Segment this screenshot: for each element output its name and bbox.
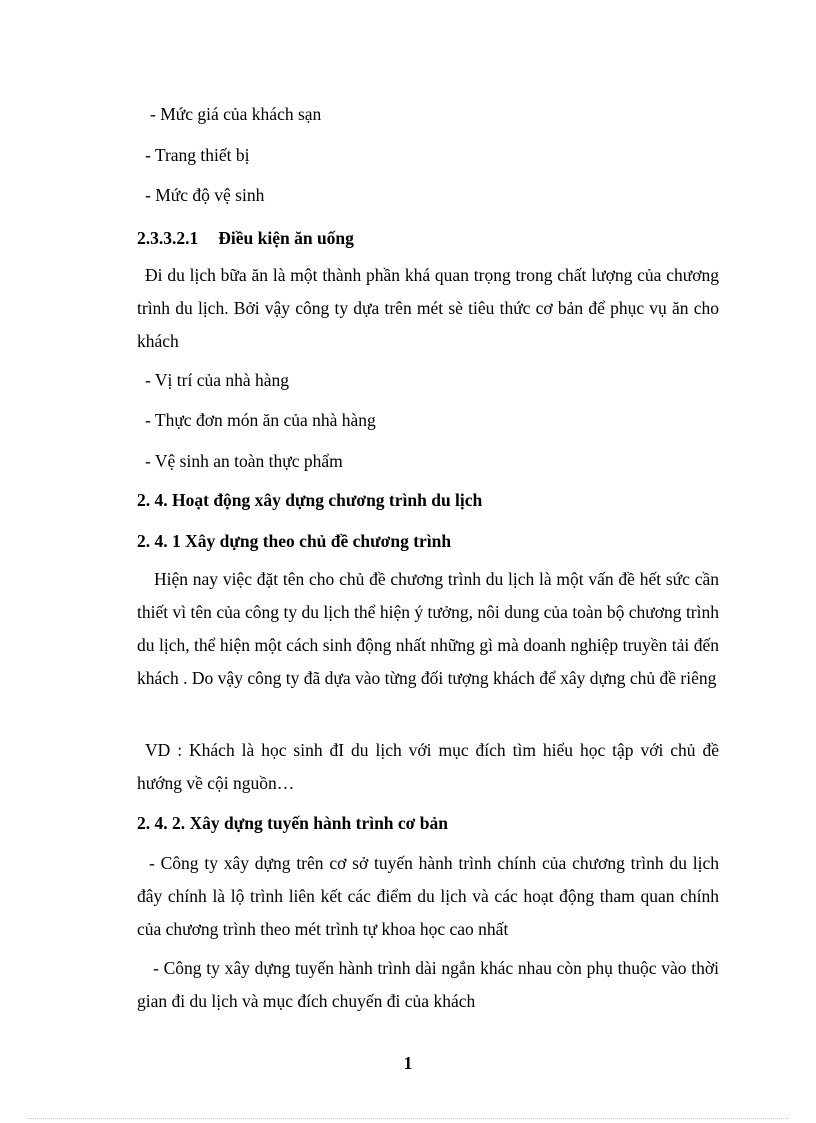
paragraph-route-2: - Công ty xây dựng tuyến hành trình dài ngắn khác nhau còn phụ thuộc vào thời gian đi du lịch và mục đích chuyến đi của khách	[137, 958, 719, 1011]
bullet-equipment: - Trang thiết bị	[145, 145, 250, 165]
heading-2-4-1: 2. 4. 1 Xây dựng theo chủ đề chương trình	[137, 531, 452, 551]
section-title: Điều kiện ăn uống	[218, 228, 354, 248]
heading-2-4-2: 2. 4. 2. Xây dựng tuyến hành trình cơ bản	[137, 813, 448, 833]
bullet-hygiene-level: - Mức độ vệ sinh	[145, 185, 265, 205]
paragraph-dining: Đi du lịch bữa ăn là một thành phần khá quan trọng trong chất lượng của chương trình du lịch. Bởi vậy công ty dựa trên mét sè tiêu thức cơ bản để phục vụ ăn cho khách	[137, 265, 719, 351]
bullet-restaurant-menu: - Thực đơn món ăn của nhà hàng	[145, 410, 376, 430]
footer-divider	[28, 1118, 788, 1119]
paragraph-theme: Hiện nay việc đặt tên cho chủ đề chương trình du lịch là một vấn đề hết sức cần thiết vì tên của công ty du lịch thể hiện ý tưởng, nôi dung của toàn bộ chương trình du lịch, thể hiện một cách sinh động nhất những gì mà doanh nghiệp truyền tải đến khách . Do vậy công ty đã dựa vào từng đối tượng khách để xây dựng chủ đề riêng	[137, 569, 719, 688]
bullet-food-safety: - Vệ sinh an toàn thực phẩm	[145, 451, 343, 471]
page-number: 1	[403, 1053, 413, 1073]
section-heading-2-3-3-2-1	[137, 227, 354, 249]
section-number: 2.3.3.2.1	[137, 228, 199, 248]
bullet-hotel-price: - Mức giá của khách sạn	[150, 104, 322, 124]
paragraph-route-1: - Công ty xây dựng trên cơ sở tuyến hành trình chính của chương trình du lịch đây chính là lộ trình liên kết các điểm du lịch và các hoạt động tham quan chính của chương trình theo mét trình tự khoa học cao nhất	[137, 853, 719, 939]
heading-2-4: 2. 4. Hoạt động xây dựng chương trình du lịch	[137, 490, 483, 510]
bullet-restaurant-location: - Vị trí của nhà hàng	[145, 370, 290, 390]
paragraph-example: VD : Khách là học sinh đI du lịch với mục đích tìm hiểu học tập với chủ đề hướng về cội nguồn…	[137, 740, 719, 793]
